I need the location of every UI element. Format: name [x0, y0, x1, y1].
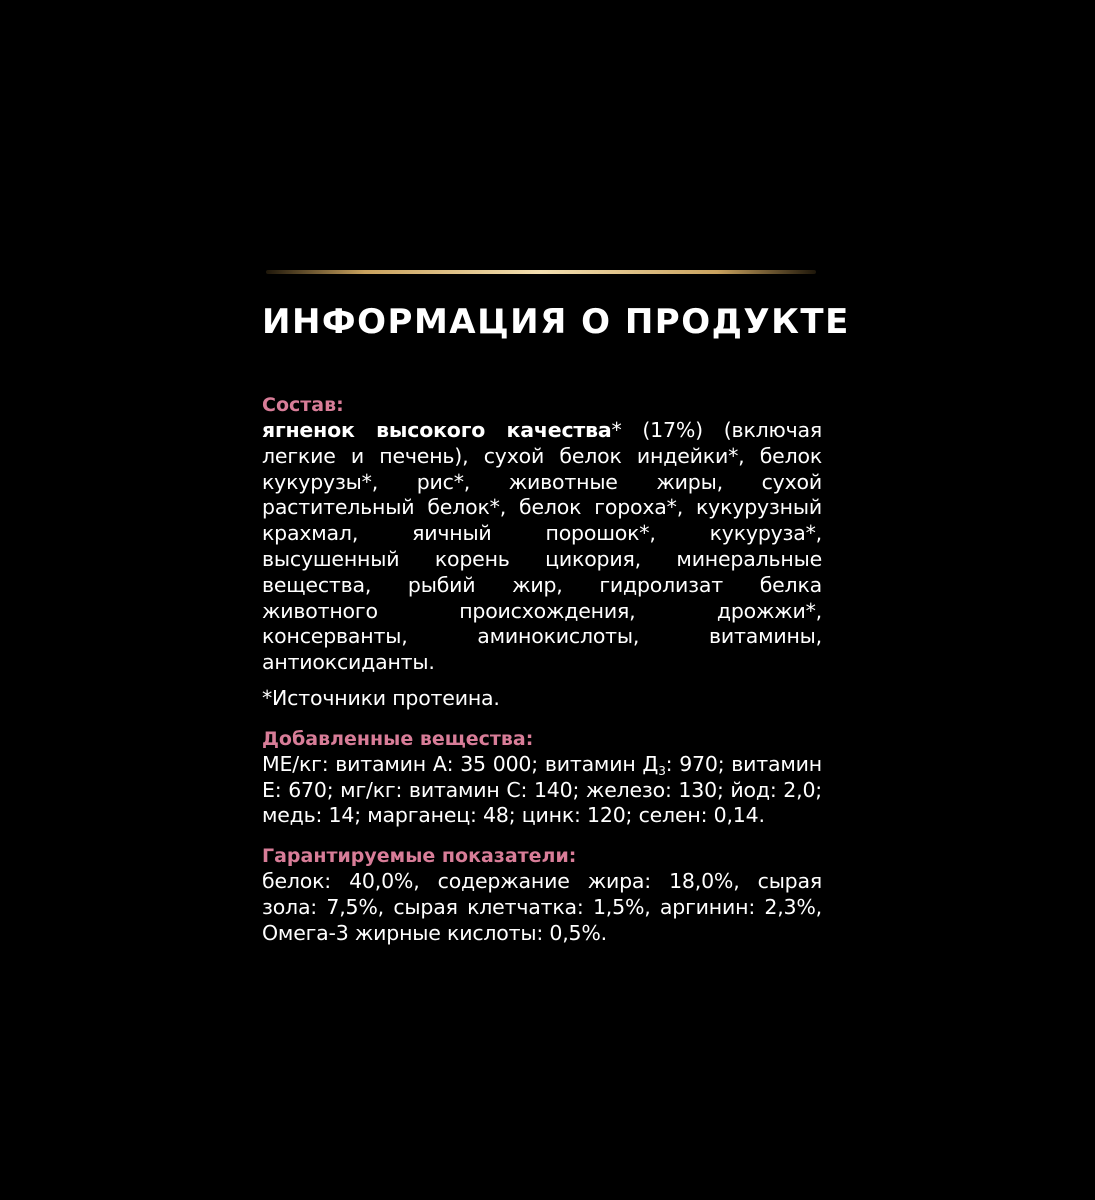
additives-text	[262, 752, 822, 829]
composition-heading: Состав:	[262, 394, 344, 416]
composition-ingredients: * (17%) (включая легкие и печень), сухой белок индейки*, белок кукурузы*, рис*, животные жиры, сухой растительный белок*, белок гороха*, кукурузный крахмал, яичный порошок*, кукуруза*, высушенный корень цикория, минеральные вещества, рыбий жир, гидролизат белка животного происхождения, дрожжи*, консерванты, аминокислоты, витамины, антиоксиданты.	[262, 418, 822, 675]
vitamin-d-subscript: 3	[658, 763, 666, 778]
protein-note: *Источники протеина.	[262, 685, 500, 710]
product-info-panel	[262, 270, 850, 947]
page-title: ИНФОРМАЦИЯ О ПРОДУКТЕ	[262, 302, 850, 342]
composition-text	[262, 418, 822, 676]
guaranteed-section	[262, 843, 822, 946]
guaranteed-text: белок: 40,0%, содержание жира: 18,0%, сырая зола: 7,5%, сырая клетчатка: 1,5%, аргинин: 2,3%, Омега-3 жирные кислоты: 0,5%.	[262, 869, 822, 945]
additives-text-part2: : 970; витамин Е: 670; мг/кг: витамин С: 140; железо: 130; йод: 2,0; медь: 14; марганец: 48; цинк: 120; селен: 0,14.	[262, 751, 822, 828]
additives-section	[262, 726, 822, 829]
composition-section	[262, 392, 822, 676]
additives-text-part1: МЕ/кг: витамин А: 35 000; витамин Д	[262, 751, 659, 776]
gold-divider	[266, 270, 816, 274]
guaranteed-heading: Гарантируемые показатели:	[262, 845, 577, 868]
additives-heading: Добавленные вещества:	[262, 727, 534, 750]
main-ingredient: ягненок высокого качества	[262, 418, 612, 442]
